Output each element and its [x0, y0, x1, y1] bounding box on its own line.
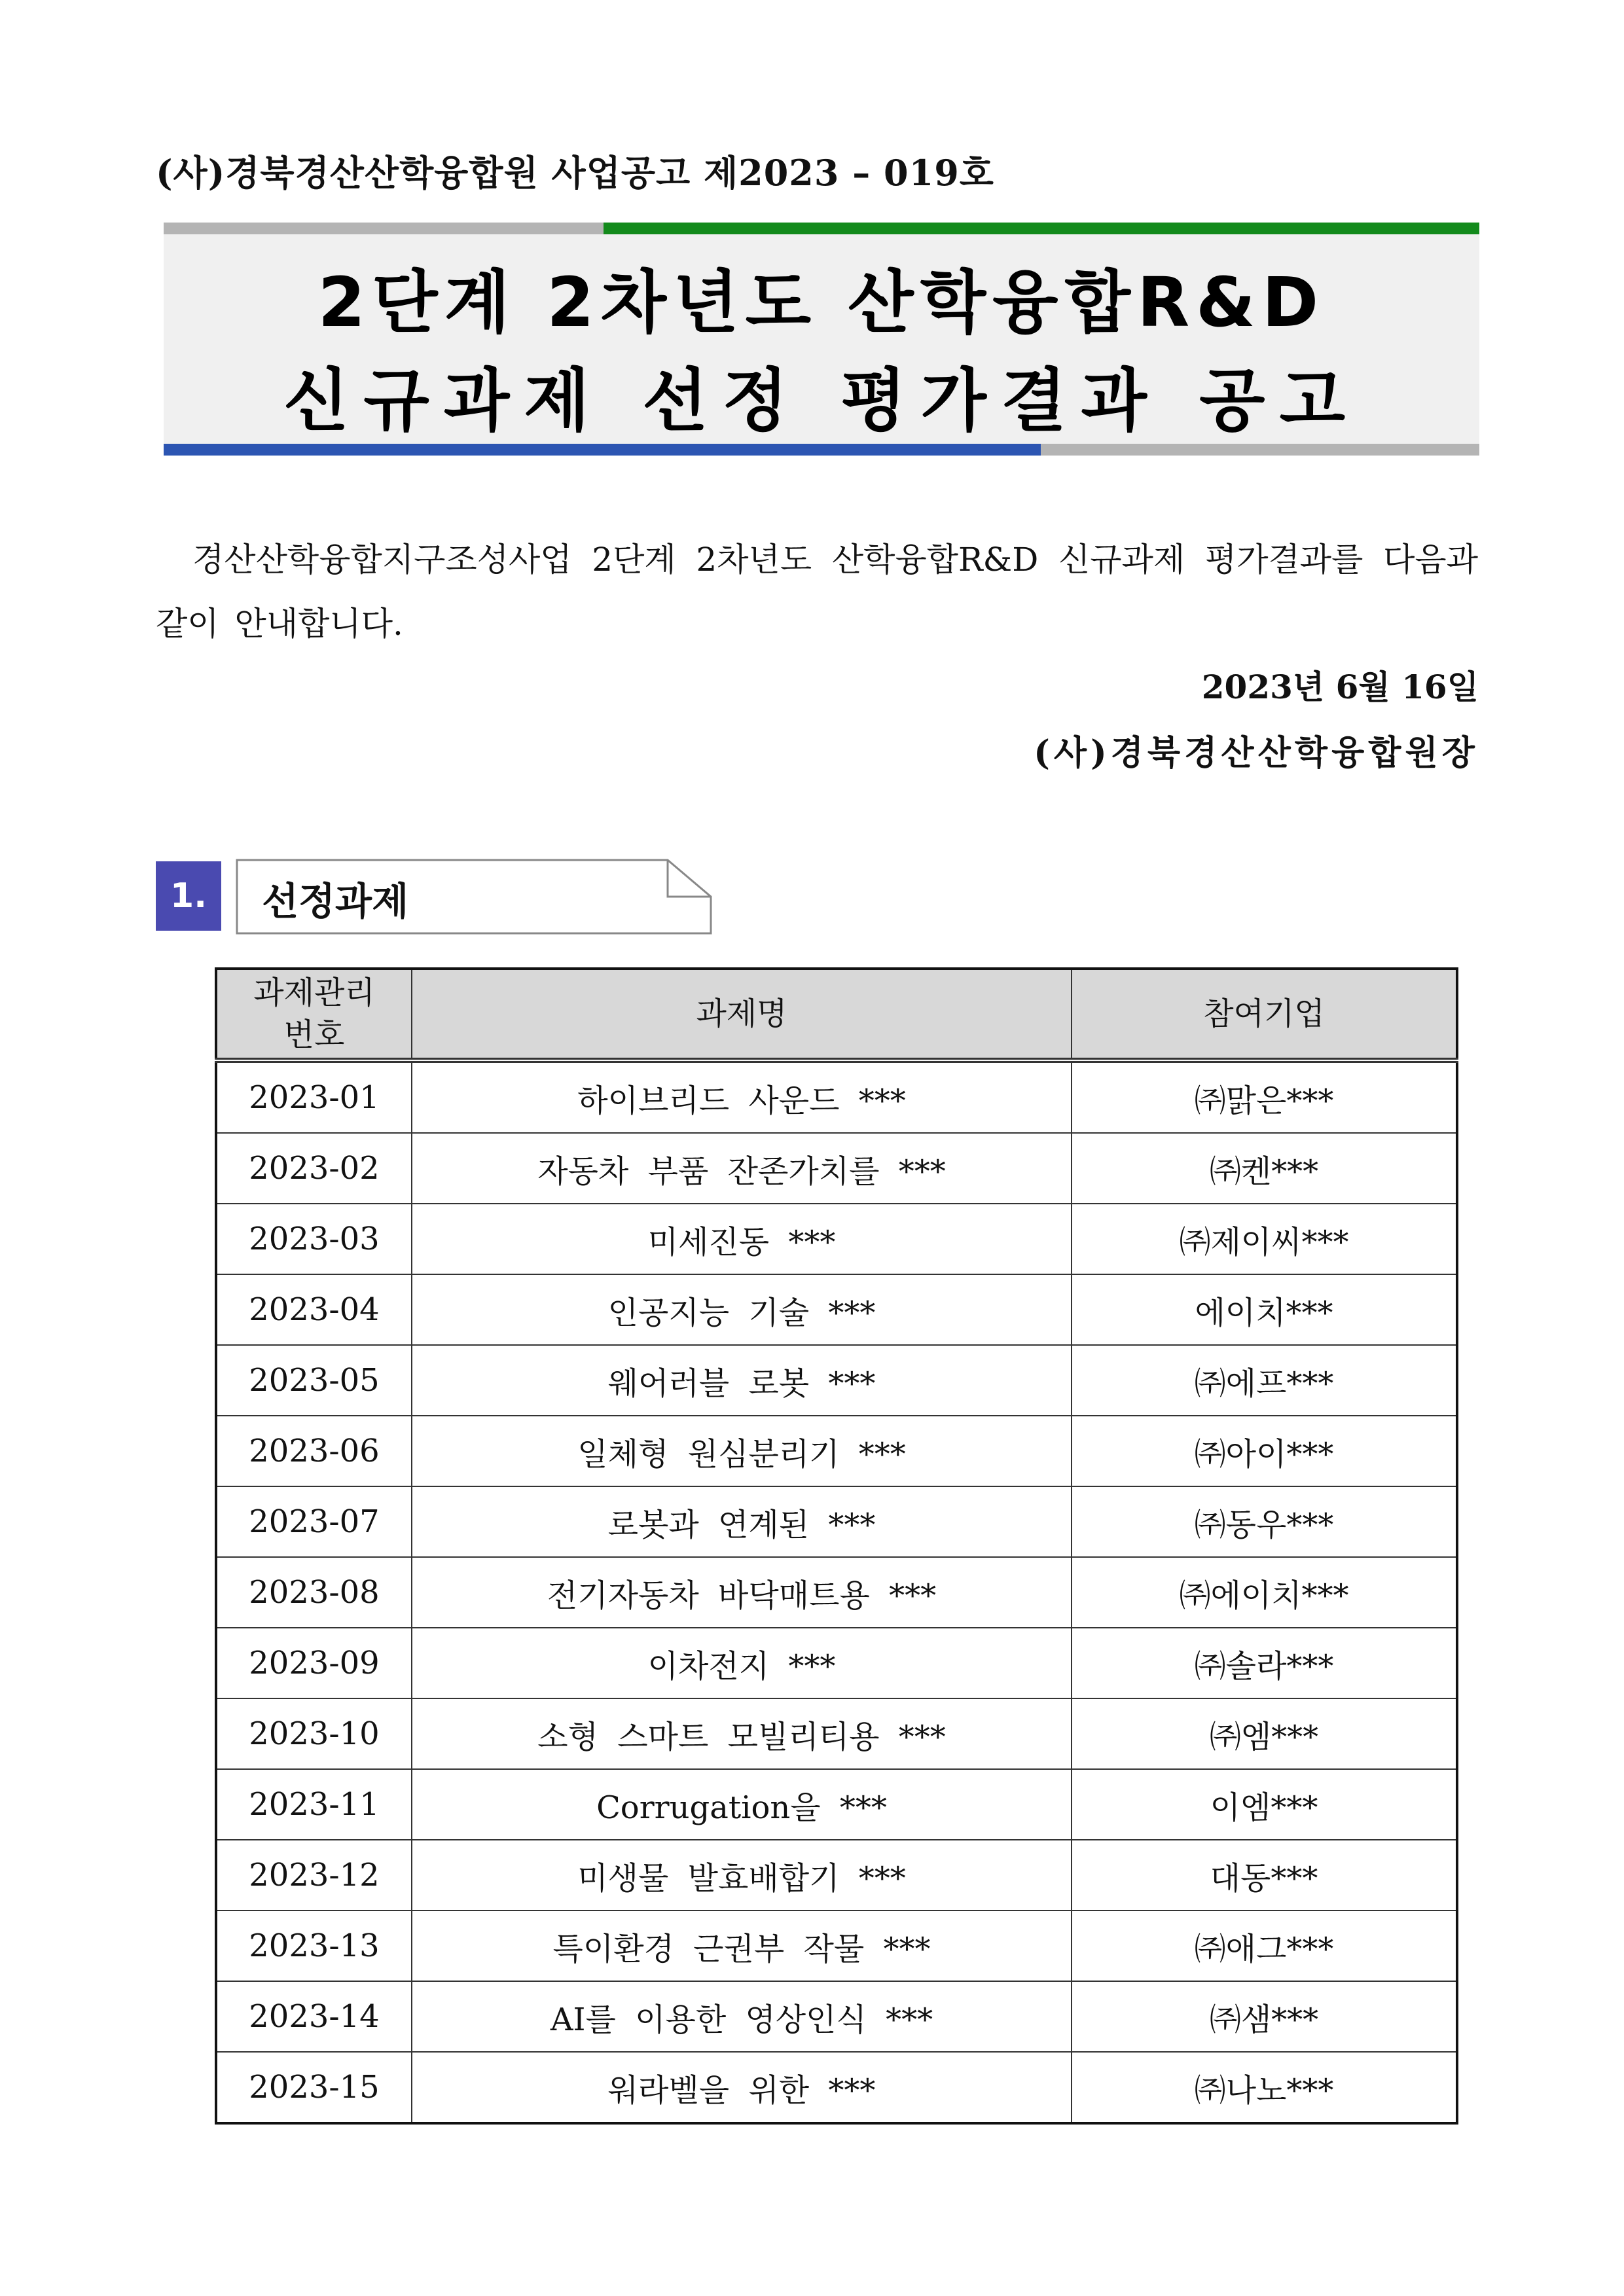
task-name-cell: 특이환경 근권부 작물 *** — [412, 1910, 1072, 1981]
task-name-cell: 이차전지 *** — [412, 1628, 1072, 1698]
task-id-cell: 2023-01 — [216, 1060, 412, 1133]
table-row — [216, 1840, 1457, 1910]
task-name-cell: 미생물 발효배합기 *** — [412, 1840, 1072, 1910]
company-cell: ㈜에프*** — [1072, 1345, 1457, 1416]
task-name-cell: 전기자동차 바닥매트용 *** — [412, 1557, 1072, 1628]
task-id-cell: 2023-08 — [216, 1557, 412, 1628]
task-id-cell: 2023-10 — [216, 1698, 412, 1769]
notice-number: (사)경북경산산학융합원 사업공고 제2023 – 019호 — [156, 152, 994, 194]
task-id-cell: 2023-03 — [216, 1204, 412, 1274]
company-cell: ㈜맑은*** — [1072, 1060, 1457, 1133]
task-id-cell: 2023-05 — [216, 1345, 412, 1416]
page-title-line2: 신규과제 선정 평가결과 공고 — [283, 361, 1360, 440]
task-name-cell: 하이브리드 사운드 *** — [412, 1060, 1072, 1133]
title-bar-bottom-blue — [164, 444, 1041, 456]
table-row — [216, 1416, 1457, 1486]
table-row — [216, 1345, 1457, 1416]
company-cell: ㈜제이씨*** — [1072, 1204, 1457, 1274]
company-cell: ㈜엠*** — [1072, 1698, 1457, 1769]
page-title-line1: 2단계 2차년도 산학융합R&D — [317, 262, 1326, 342]
notice-date: 2023년 6월 16일 — [1201, 668, 1479, 706]
table-row — [216, 1486, 1457, 1557]
company-cell: ㈜솔라*** — [1072, 1628, 1457, 1698]
task-id-cell: 2023-04 — [216, 1274, 412, 1345]
company-cell: ㈜켄*** — [1072, 1133, 1457, 1204]
task-name-cell: 일체형 원심분리기 *** — [412, 1416, 1072, 1486]
task-id-cell: 2023-06 — [216, 1416, 412, 1486]
task-id-cell: 2023-07 — [216, 1486, 412, 1557]
intro-paragraph: 경산산학융합지구조성사업 2단계 2차년도 산학융합R&D 신규과제 평가결과를 다음과 같이 안내합니다. — [156, 541, 1478, 643]
task-name-cell: 로봇과 연계된 *** — [412, 1486, 1072, 1557]
title-bar-bottom-gray — [1041, 444, 1479, 456]
table-row — [216, 1133, 1457, 1204]
table-row — [216, 1981, 1457, 2052]
task-name-cell: 웨어러블 로봇 *** — [412, 1345, 1072, 1416]
table-header-row — [216, 969, 1457, 1060]
company-cell: ㈜아이*** — [1072, 1416, 1457, 1486]
task-id-cell: 2023-02 — [216, 1133, 412, 1204]
table-row — [216, 1204, 1457, 1274]
company-cell: ㈜에이치*** — [1072, 1557, 1457, 1628]
task-name-cell: Corrugation을 *** — [412, 1769, 1072, 1840]
company-cell: ㈜동우*** — [1072, 1486, 1457, 1557]
table-row — [216, 1910, 1457, 1981]
task-id-cell: 2023-14 — [216, 1981, 412, 2052]
table-row — [216, 1274, 1457, 1345]
task-name-cell: AI를 이용한 영상인식 *** — [412, 1981, 1072, 2052]
section-number: 1. — [156, 861, 221, 931]
task-name-cell: 워라벨을 위한 *** — [412, 2052, 1072, 2123]
task-id-cell: 2023-12 — [216, 1840, 412, 1910]
task-name-cell: 자동차 부품 잔존가치를 *** — [412, 1133, 1072, 1204]
table-row — [216, 1557, 1457, 1628]
company-cell: 에이치*** — [1072, 1274, 1457, 1345]
header-company: 참여기업 — [1072, 969, 1457, 1060]
table-row — [216, 2052, 1457, 2123]
title-bar-top-gray — [164, 223, 604, 234]
table-row — [216, 1698, 1457, 1769]
table-row — [216, 1628, 1457, 1698]
task-id-cell: 2023-13 — [216, 1910, 412, 1981]
company-cell: ㈜애그*** — [1072, 1910, 1457, 1981]
company-cell: ㈜나노*** — [1072, 2052, 1457, 2123]
issuer-name: (사)경북경산산학융합원장 — [1034, 733, 1479, 773]
section-title: 선정과제 — [262, 879, 409, 924]
header-task-name: 과제명 — [412, 969, 1072, 1060]
selected-tasks-table — [215, 967, 1458, 2125]
task-id-cell: 2023-09 — [216, 1628, 412, 1698]
task-name-cell: 미세진동 *** — [412, 1204, 1072, 1274]
company-cell: ㈜샘*** — [1072, 1981, 1457, 2052]
table-row — [216, 1769, 1457, 1840]
company-cell: 대동*** — [1072, 1840, 1457, 1910]
task-name-cell: 소형 스마트 모빌리티용 *** — [412, 1698, 1072, 1769]
task-id-cell: 2023-15 — [216, 2052, 412, 2123]
task-name-cell: 인공지능 기술 *** — [412, 1274, 1072, 1345]
header-task-id: 과제관리 번호 — [216, 969, 412, 1060]
company-cell: 이엠*** — [1072, 1769, 1457, 1840]
task-id-cell: 2023-11 — [216, 1769, 412, 1840]
table-row — [216, 1060, 1457, 1133]
title-bar-top-green — [604, 223, 1479, 234]
